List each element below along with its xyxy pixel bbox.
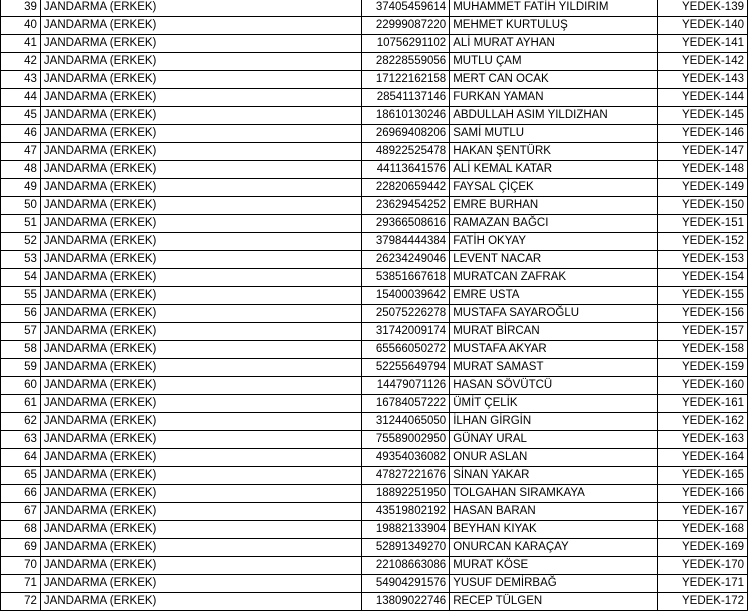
status-cell: YEDEK-139 [658, 0, 748, 17]
id-number-cell: 52255649794 [362, 359, 450, 377]
status-cell: YEDEK-163 [658, 431, 748, 449]
id-number-cell: 22108663086 [362, 557, 450, 575]
status-cell: YEDEK-172 [658, 593, 748, 611]
full-name-cell: İLHAN GİRGİN [450, 413, 658, 431]
row-number-cell: 61 [1, 395, 41, 413]
status-cell: YEDEK-162 [658, 413, 748, 431]
table-row [1, 449, 748, 467]
status-cell: YEDEK-151 [658, 215, 748, 233]
unit-cell: JANDARMA (ERKEK) [40, 233, 361, 251]
full-name-cell: FAYSAL ÇİÇEK [450, 179, 658, 197]
status-cell: YEDEK-152 [658, 233, 748, 251]
full-name-cell: HASAN BARAN [450, 503, 658, 521]
status-cell: YEDEK-144 [658, 89, 748, 107]
full-name-cell: MURAT KÖSE [450, 557, 658, 575]
unit-cell: JANDARMA (ERKEK) [40, 449, 361, 467]
full-name-cell: ABDULLAH ASIM YILDIZHAN [450, 107, 658, 125]
id-number-cell: 44113641576 [362, 161, 450, 179]
full-name-cell: SİNAN YAKAR [450, 467, 658, 485]
id-number-cell: 28541137146 [362, 89, 450, 107]
status-cell: YEDEK-156 [658, 305, 748, 323]
unit-cell: JANDARMA (ERKEK) [40, 341, 361, 359]
status-cell: YEDEK-168 [658, 521, 748, 539]
unit-cell: JANDARMA (ERKEK) [40, 125, 361, 143]
row-number-cell: 71 [1, 575, 41, 593]
status-cell: YEDEK-150 [658, 197, 748, 215]
full-name-cell: LEVENT NACAR [450, 251, 658, 269]
row-number-cell: 52 [1, 233, 41, 251]
id-number-cell: 17122162158 [362, 71, 450, 89]
full-name-cell: YUSUF DEMİRBAĞ [450, 575, 658, 593]
row-number-cell: 45 [1, 107, 41, 125]
table-row [1, 575, 748, 593]
row-number-cell: 54 [1, 269, 41, 287]
table-row [1, 179, 748, 197]
row-number-cell: 69 [1, 539, 41, 557]
full-name-cell: FURKAN YAMAN [450, 89, 658, 107]
row-number-cell: 40 [1, 17, 41, 35]
status-cell: YEDEK-157 [658, 323, 748, 341]
id-number-cell: 25075226278 [362, 305, 450, 323]
status-cell: YEDEK-146 [658, 125, 748, 143]
unit-cell: JANDARMA (ERKEK) [40, 413, 361, 431]
id-number-cell: 10756291102 [362, 35, 450, 53]
full-name-cell: MURAT BİRCAN [450, 323, 658, 341]
table-row [1, 107, 748, 125]
status-cell: YEDEK-148 [658, 161, 748, 179]
unit-cell: JANDARMA (ERKEK) [40, 197, 361, 215]
row-number-cell: 62 [1, 413, 41, 431]
id-number-cell: 28228559056 [362, 53, 450, 71]
id-number-cell: 37405459614 [362, 0, 450, 17]
status-cell: YEDEK-154 [658, 269, 748, 287]
id-number-cell: 31244065050 [362, 413, 450, 431]
row-number-cell: 50 [1, 197, 41, 215]
unit-cell: JANDARMA (ERKEK) [40, 287, 361, 305]
id-number-cell: 29366508616 [362, 215, 450, 233]
table-row [1, 35, 748, 53]
status-cell: YEDEK-141 [658, 35, 748, 53]
table-row [1, 539, 748, 557]
full-name-cell: MEHMET KURTULUŞ [450, 17, 658, 35]
full-name-cell: MURATCAN ZAFRAK [450, 269, 658, 287]
unit-cell: JANDARMA (ERKEK) [40, 107, 361, 125]
unit-cell: JANDARMA (ERKEK) [40, 215, 361, 233]
full-name-cell: ÜMİT ÇELİK [450, 395, 658, 413]
id-number-cell: 14479071126 [362, 377, 450, 395]
row-number-cell: 42 [1, 53, 41, 71]
unit-cell: JANDARMA (ERKEK) [40, 35, 361, 53]
unit-cell: JANDARMA (ERKEK) [40, 161, 361, 179]
unit-cell: JANDARMA (ERKEK) [40, 53, 361, 71]
row-number-cell: 51 [1, 215, 41, 233]
status-cell: YEDEK-143 [658, 71, 748, 89]
id-number-cell: 48922525478 [362, 143, 450, 161]
full-name-cell: ALİ MURAT AYHAN [450, 35, 658, 53]
table-row [1, 269, 748, 287]
table-row [1, 89, 748, 107]
id-number-cell: 26969408206 [362, 125, 450, 143]
table-row [1, 71, 748, 89]
id-number-cell: 43519802192 [362, 503, 450, 521]
table-row [1, 323, 748, 341]
full-name-cell: MUSTAFA SAYAROĞLU [450, 305, 658, 323]
full-name-cell: BEYHAN KIYAK [450, 521, 658, 539]
unit-cell: JANDARMA (ERKEK) [40, 467, 361, 485]
status-cell: YEDEK-171 [658, 575, 748, 593]
table-row [1, 467, 748, 485]
status-cell: YEDEK-147 [658, 143, 748, 161]
unit-cell: JANDARMA (ERKEK) [40, 143, 361, 161]
unit-cell: JANDARMA (ERKEK) [40, 521, 361, 539]
status-cell: YEDEK-165 [658, 467, 748, 485]
row-number-cell: 43 [1, 71, 41, 89]
unit-cell: JANDARMA (ERKEK) [40, 89, 361, 107]
row-number-cell: 44 [1, 89, 41, 107]
unit-cell: JANDARMA (ERKEK) [40, 377, 361, 395]
unit-cell: JANDARMA (ERKEK) [40, 593, 361, 611]
status-cell: YEDEK-166 [658, 485, 748, 503]
status-cell: YEDEK-167 [658, 503, 748, 521]
status-cell: YEDEK-145 [658, 107, 748, 125]
full-name-cell: ONURCAN KARAÇAY [450, 539, 658, 557]
table-row [1, 341, 748, 359]
row-number-cell: 64 [1, 449, 41, 467]
row-number-cell: 48 [1, 161, 41, 179]
table-row [1, 125, 748, 143]
unit-cell: JANDARMA (ERKEK) [40, 575, 361, 593]
table-row [1, 557, 748, 575]
row-number-cell: 47 [1, 143, 41, 161]
row-number-cell: 70 [1, 557, 41, 575]
id-number-cell: 15400039642 [362, 287, 450, 305]
unit-cell: JANDARMA (ERKEK) [40, 0, 361, 17]
unit-cell: JANDARMA (ERKEK) [40, 305, 361, 323]
id-number-cell: 65566050272 [362, 341, 450, 359]
full-name-cell: EMRE BURHAN [450, 197, 658, 215]
status-cell: YEDEK-164 [658, 449, 748, 467]
id-number-cell: 54904291576 [362, 575, 450, 593]
full-name-cell: GÜNAY URAL [450, 431, 658, 449]
row-number-cell: 60 [1, 377, 41, 395]
status-cell: YEDEK-153 [658, 251, 748, 269]
full-name-cell: FATİH OKYAY [450, 233, 658, 251]
unit-cell: JANDARMA (ERKEK) [40, 395, 361, 413]
id-number-cell: 75589002950 [362, 431, 450, 449]
id-number-cell: 52891349270 [362, 539, 450, 557]
table-row [1, 431, 748, 449]
row-number-cell: 59 [1, 359, 41, 377]
id-number-cell: 53851667618 [362, 269, 450, 287]
id-number-cell: 49354036082 [362, 449, 450, 467]
id-number-cell: 23629454252 [362, 197, 450, 215]
full-name-cell: SAMİ MUTLU [450, 125, 658, 143]
row-number-cell: 63 [1, 431, 41, 449]
id-number-cell: 47827221676 [362, 467, 450, 485]
unit-cell: JANDARMA (ERKEK) [40, 539, 361, 557]
table-row [1, 161, 748, 179]
row-number-cell: 72 [1, 593, 41, 611]
row-number-cell: 57 [1, 323, 41, 341]
status-cell: YEDEK-169 [658, 539, 748, 557]
table-row [1, 359, 748, 377]
table-row [1, 53, 748, 71]
full-name-cell: RECEP TÜLGEN [450, 593, 658, 611]
unit-cell: JANDARMA (ERKEK) [40, 179, 361, 197]
table-row [1, 233, 748, 251]
full-name-cell: ALİ KEMAL KATAR [450, 161, 658, 179]
status-cell: YEDEK-161 [658, 395, 748, 413]
status-cell: YEDEK-158 [658, 341, 748, 359]
status-cell: YEDEK-142 [658, 53, 748, 71]
status-cell: YEDEK-160 [658, 377, 748, 395]
row-number-cell: 39 [1, 0, 41, 17]
status-cell: YEDEK-170 [658, 557, 748, 575]
row-number-cell: 58 [1, 341, 41, 359]
full-name-cell: MERT CAN OCAK [450, 71, 658, 89]
row-number-cell: 68 [1, 521, 41, 539]
full-name-cell: EMRE USTA [450, 287, 658, 305]
status-cell: YEDEK-159 [658, 359, 748, 377]
id-number-cell: 22820659442 [362, 179, 450, 197]
table-row [1, 215, 748, 233]
full-name-cell: RAMAZAN BAĞCI [450, 215, 658, 233]
row-number-cell: 55 [1, 287, 41, 305]
full-name-cell: HAKAN ŞENTÜRK [450, 143, 658, 161]
full-name-cell: MUHAMMET FATİH YILDIRIM [450, 0, 658, 17]
unit-cell: JANDARMA (ERKEK) [40, 323, 361, 341]
table-row [1, 395, 748, 413]
unit-cell: JANDARMA (ERKEK) [40, 71, 361, 89]
full-name-cell: HASAN SÖVÜTCÜ [450, 377, 658, 395]
full-name-cell: MUTLU ÇAM [450, 53, 658, 71]
table-row [1, 413, 748, 431]
table-body [1, 0, 748, 611]
table-row [1, 377, 748, 395]
table-row [1, 287, 748, 305]
table-row [1, 305, 748, 323]
unit-cell: JANDARMA (ERKEK) [40, 359, 361, 377]
id-number-cell: 26234249046 [362, 251, 450, 269]
table-row [1, 143, 748, 161]
id-number-cell: 37984444384 [362, 233, 450, 251]
row-number-cell: 53 [1, 251, 41, 269]
row-number-cell: 67 [1, 503, 41, 521]
full-name-cell: MUSTAFA AKYAR [450, 341, 658, 359]
row-number-cell: 65 [1, 467, 41, 485]
id-number-cell: 13809022746 [362, 593, 450, 611]
table-row [1, 17, 748, 35]
unit-cell: JANDARMA (ERKEK) [40, 17, 361, 35]
full-name-cell: MURAT SAMAST [450, 359, 658, 377]
table-row [1, 0, 748, 17]
unit-cell: JANDARMA (ERKEK) [40, 269, 361, 287]
unit-cell: JANDARMA (ERKEK) [40, 485, 361, 503]
unit-cell: JANDARMA (ERKEK) [40, 431, 361, 449]
id-number-cell: 18892251950 [362, 485, 450, 503]
table-row [1, 503, 748, 521]
full-name-cell: ONUR ASLAN [450, 449, 658, 467]
row-number-cell: 41 [1, 35, 41, 53]
status-cell: YEDEK-140 [658, 17, 748, 35]
row-number-cell: 46 [1, 125, 41, 143]
table-row [1, 251, 748, 269]
unit-cell: JANDARMA (ERKEK) [40, 503, 361, 521]
unit-cell: JANDARMA (ERKEK) [40, 251, 361, 269]
table-row [1, 485, 748, 503]
row-number-cell: 49 [1, 179, 41, 197]
id-number-cell: 22999087220 [362, 17, 450, 35]
id-number-cell: 16784057222 [362, 395, 450, 413]
id-number-cell: 18610130246 [362, 107, 450, 125]
table-row [1, 521, 748, 539]
unit-cell: JANDARMA (ERKEK) [40, 557, 361, 575]
row-number-cell: 56 [1, 305, 41, 323]
id-number-cell: 31742009174 [362, 323, 450, 341]
status-cell: YEDEK-149 [658, 179, 748, 197]
row-number-cell: 66 [1, 485, 41, 503]
table-row [1, 197, 748, 215]
status-cell: YEDEK-155 [658, 287, 748, 305]
full-name-cell: TOLGAHAN SIRAMKAYA [450, 485, 658, 503]
id-number-cell: 19882133904 [362, 521, 450, 539]
